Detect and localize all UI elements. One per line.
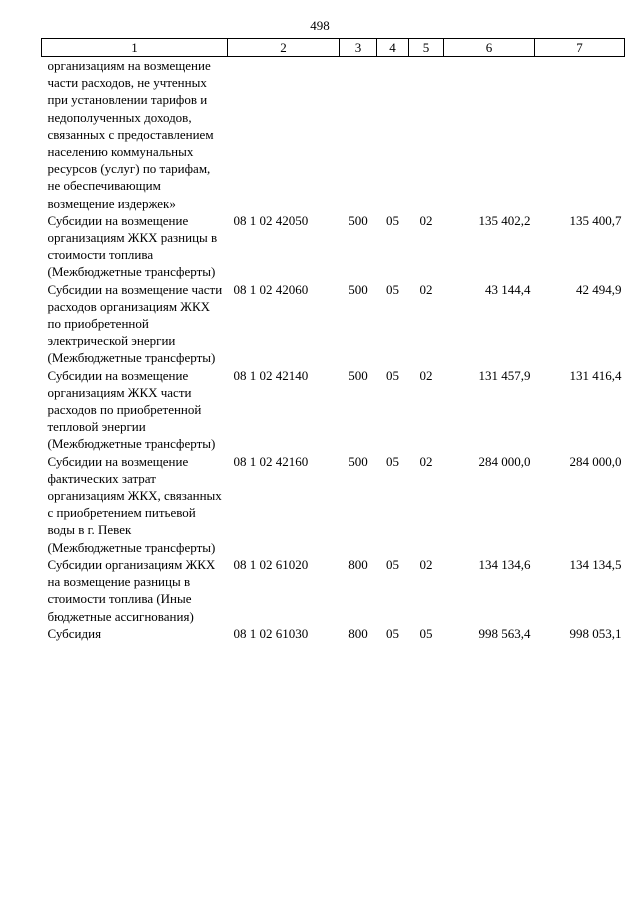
row-rz: 05 <box>386 281 399 297</box>
table-row <box>42 281 625 367</box>
row-vr: 800 <box>348 556 368 572</box>
row-vr: 500 <box>348 281 368 297</box>
row-sum-2: 131 416,4 <box>569 367 622 383</box>
row-vr: 500 <box>348 212 368 228</box>
row-sum-1: 998 563,4 <box>478 625 531 641</box>
row-sum-2: 42 494,9 <box>576 281 622 297</box>
header-col-3: 3 <box>340 39 377 57</box>
row-pr: 02 <box>419 453 433 469</box>
row-name: Субсидии на возмещение организациям ЖКХ части расходов по приобретенной тепловой энергии (Межбюджетные трансферты) <box>47 367 216 452</box>
row-code: 08 1 02 42060 <box>233 281 309 297</box>
header-col-7: 7 <box>535 39 625 57</box>
budget-table <box>41 38 625 642</box>
row-sum-1: 284 000,0 <box>478 453 531 469</box>
row-pr: 02 <box>419 281 433 297</box>
row-sum-1: 131 457,9 <box>478 367 531 383</box>
row-sum-1: 135 402,2 <box>478 212 531 228</box>
table-row <box>42 212 625 281</box>
table-row <box>42 556 625 625</box>
row-sum-1: 43 144,4 <box>485 281 531 297</box>
table-row <box>42 625 625 642</box>
row-vr: 800 <box>348 625 368 641</box>
header-col-1: 1 <box>42 39 228 57</box>
table-header <box>42 39 625 57</box>
row-sum-2: 134 134,5 <box>569 556 622 572</box>
row-sum-1: 134 134,6 <box>478 556 531 572</box>
row-pr: 02 <box>419 212 433 228</box>
row-name: Субсидии на возмещение части расходов организациям ЖКХ по приобретенной электрической энергии (Межбюджетные трансферты) <box>47 281 223 366</box>
row-rz: 05 <box>386 453 399 469</box>
row-name: Субсидии на возмещение организациям ЖКХ разницы в стоимости топлива (Межбюджетные трансферты) <box>47 212 218 280</box>
row-code: 08 1 02 42140 <box>233 367 309 383</box>
row-code: 08 1 02 42160 <box>233 453 309 469</box>
row-code: 08 1 02 61030 <box>233 625 309 641</box>
row-sum-2: 135 400,7 <box>569 212 622 228</box>
row-rz: 05 <box>386 212 399 228</box>
row-rz: 05 <box>386 556 399 572</box>
header-col-5: 5 <box>409 39 444 57</box>
row-pr: 02 <box>419 367 433 383</box>
header-col-6: 6 <box>444 39 535 57</box>
row-sum-2: 998 053,1 <box>569 625 622 641</box>
row-rz: 05 <box>386 367 399 383</box>
continuation-text: организациям на возмещение части расходов, не учтенных при установлении тарифов и недополученных доходов, связанных с предоставлением населению коммунальных ресурсов (услуг) по тарифам, не обеспечивающим возмещение издержек» <box>47 58 214 211</box>
row-name: Субсидии организациям ЖКХ на возмещение разницы в стоимости топлива (Иные бюджетные ассигнования) <box>47 556 216 624</box>
row-pr: 02 <box>419 556 433 572</box>
row-pr: 05 <box>419 625 433 641</box>
table-row <box>42 453 625 556</box>
page-number: 498 <box>310 18 330 33</box>
row-code: 08 1 02 61020 <box>233 556 309 572</box>
header-col-2: 2 <box>228 39 340 57</box>
row-sum-2: 284 000,0 <box>569 453 622 469</box>
table-body <box>42 57 625 642</box>
row-rz: 05 <box>386 625 399 641</box>
row-vr: 500 <box>348 453 368 469</box>
row-name: Субсидия <box>47 625 102 641</box>
header-col-4: 4 <box>377 39 409 57</box>
row-code: 08 1 02 42050 <box>233 212 309 228</box>
continuation-row <box>42 57 625 212</box>
row-vr: 500 <box>348 367 368 383</box>
table-row <box>42 367 625 453</box>
row-name: Субсидии на возмещение фактических затрат организациям ЖКХ, связанных с приобретением питьевой воды в г. Певек (Межбюджетные трансферты) <box>47 453 222 555</box>
